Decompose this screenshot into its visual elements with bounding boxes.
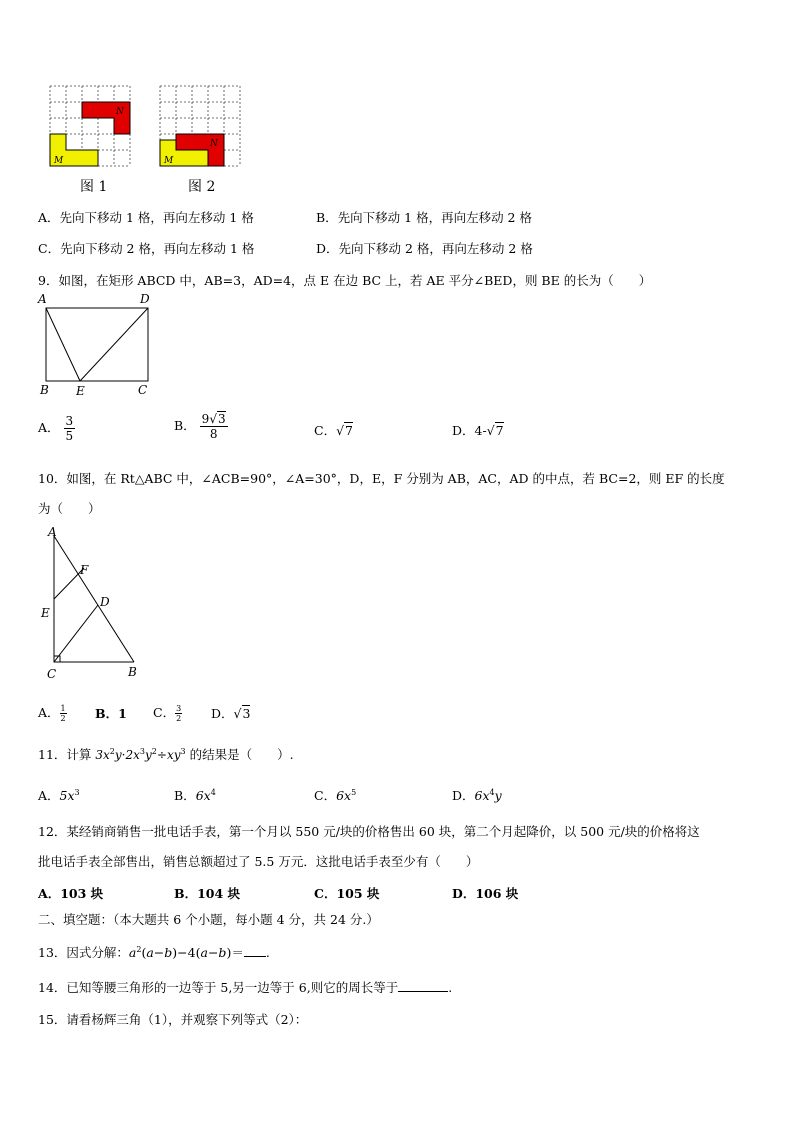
q9-option-a[interactable] xyxy=(38,414,75,443)
q9-label-d: D xyxy=(140,292,150,306)
q10-option-b[interactable]: B．1 xyxy=(95,706,127,721)
q9-option-b-numerator: 9√3 xyxy=(201,412,226,426)
q9-option-d-rad: 7 xyxy=(495,423,504,438)
q10-label-f: F xyxy=(80,563,89,577)
q10-option-a-frac xyxy=(60,704,67,723)
q10-option-c-frac xyxy=(175,704,182,723)
q8-fig2-label-m: M xyxy=(164,156,174,166)
q10-label-e: E xyxy=(41,606,50,620)
q11-option-c-label: C． xyxy=(314,788,337,803)
q10-option-a[interactable] xyxy=(38,703,67,723)
q10-label-d: D xyxy=(100,595,110,609)
section-2-heading: 二、填空题：（本大题共 6 个小题，每小题 4 分，共 24 分.） xyxy=(38,912,379,927)
q13-suffix: . xyxy=(265,945,270,960)
q8-figure-1 xyxy=(48,84,132,176)
q12-stem-line1: 12．某经销商销售一批电话手表，第一个月以 550 元/块的价格售出 60 块，第二个月起降价，以 500 元/块的价格将这 xyxy=(38,824,700,839)
q9-label-e: E xyxy=(76,384,85,398)
q14-stem xyxy=(38,978,452,996)
q10-option-c[interactable] xyxy=(153,703,182,723)
q14-text: 14．已知等腰三角形的一边等于 5,另一边等于 6,则它的周长等于 xyxy=(38,980,399,995)
q10-figure xyxy=(36,526,148,682)
q11-expression: $3x^2y\cdot 2x^3y^2\div xy^3$ xyxy=(95,747,186,762)
q10-label-c: C xyxy=(47,667,57,681)
q13-prefix: 13．因式分解： xyxy=(38,945,129,960)
q9-figure xyxy=(36,290,156,398)
q8-fig2-caption: 图 2 xyxy=(188,179,216,195)
q11-option-a[interactable]: A．$5x^3$ xyxy=(38,787,80,803)
q13-answer-blank[interactable] xyxy=(244,956,266,957)
q12-stem-line2: 批电话手表全部售出，销售总额超过了 5.5 万元．这批电话手表至少有（ ） xyxy=(38,854,479,869)
q10-label-b: B xyxy=(128,665,137,679)
q9-option-b-frac xyxy=(200,412,228,441)
q10-option-d-rad: 3 xyxy=(242,706,251,721)
q10-option-c-den: 2 xyxy=(176,714,182,723)
q10-stem-line2: 为（ ） xyxy=(38,501,101,516)
q11-option-b[interactable]: B．$6x^4$ xyxy=(174,787,216,803)
q8-option-c[interactable]: C．先向下移动 2 格，再向左移动 1 格 xyxy=(38,241,255,256)
q12-option-b[interactable]: B．104 块 xyxy=(174,886,241,901)
q11-stem-prefix: 11．计算 xyxy=(38,747,92,762)
q10-option-a-label: A． xyxy=(38,705,60,720)
q10-option-c-label: C． xyxy=(153,705,176,720)
q8-option-d[interactable]: D．先向下移动 2 格，再向左移动 2 格 xyxy=(316,241,533,256)
q11-option-d-label: D． xyxy=(452,788,475,803)
q11-stem xyxy=(38,745,294,763)
q9-option-d-label: D．4- xyxy=(452,423,487,438)
q9-option-b-den: 8 xyxy=(209,427,218,441)
q9-option-c-rad: 7 xyxy=(345,423,353,438)
q8-fig1-label-m: M xyxy=(54,156,64,166)
q11-option-d[interactable]: D．$6x^4y$ xyxy=(452,787,502,803)
q10-option-a-den: 2 xyxy=(60,714,66,723)
q8-figure-2 xyxy=(158,84,242,176)
q10-option-d[interactable]: D．√3 xyxy=(211,706,251,721)
q11-option-c[interactable]: C．$6x^5$ xyxy=(314,787,357,803)
q10-label-a: A xyxy=(48,526,57,539)
q8-option-b[interactable]: B．先向下移动 1 格，再向左移动 2 格 xyxy=(316,210,532,225)
q15-stem: 15．请看杨辉三角（1），并观察下列等式（2）： xyxy=(38,1012,308,1027)
q9-option-d[interactable]: D．4-√7 xyxy=(452,423,504,438)
q13-stem xyxy=(38,943,270,961)
q9-option-c-label: C． xyxy=(314,423,337,438)
q9-option-a-den: 5 xyxy=(65,429,74,443)
q9-stem: 9．如图，在矩形 ABCD 中，AB=3，AD=4，点 E 在边 BC 上，若 AE 平分∠BED，则 BE 的长为（ ） xyxy=(38,273,652,288)
q14-answer-blank[interactable] xyxy=(398,991,448,992)
q9-option-a-num: 3 xyxy=(65,414,74,428)
q12-option-c[interactable]: C．105 块 xyxy=(314,886,380,901)
q10-option-a-num: 1 xyxy=(60,704,66,713)
q12-option-d[interactable]: D．106 块 xyxy=(452,886,519,901)
q11-option-b-label: B． xyxy=(174,788,196,803)
q8-fig1-label-n: N xyxy=(116,107,124,117)
q10-stem-line1: 10．如图，在 Rt△ABC 中，∠ACB=90°，∠A=30°，D，E，F 分别为 AB，AC，AD 的中点，若 BC=2，则 EF 的长度 xyxy=(38,471,725,486)
q9-label-c: C xyxy=(138,383,148,397)
q10-option-c-num: 3 xyxy=(176,704,182,713)
q9-label-b: B xyxy=(40,383,49,397)
q9-option-b[interactable] xyxy=(174,412,228,441)
q8-fig1-caption: 图 1 xyxy=(80,179,108,195)
q9-option-b-rad: 3 xyxy=(217,412,226,426)
q9-option-b-coef: 9 xyxy=(201,412,210,426)
q12-option-a[interactable]: A．103 块 xyxy=(38,886,104,901)
q11-stem-suffix: 的结果是（ ）. xyxy=(189,747,294,762)
q9-label-a: A xyxy=(38,292,47,306)
q14-suffix: . xyxy=(448,980,453,995)
q9-option-a-label: A． xyxy=(38,420,60,435)
q10-option-d-label: D． xyxy=(211,706,234,721)
q8-option-a[interactable]: A．先向下移动 1 格，再向左移动 1 格 xyxy=(38,210,254,225)
q9-option-b-label: B． xyxy=(174,418,196,433)
q13-expression: $a^2(a-b)-4(a-b)=$ xyxy=(128,944,244,960)
q9-option-c[interactable]: C．√7 xyxy=(314,423,353,438)
q11-option-a-label: A． xyxy=(38,788,60,803)
q8-fig2-label-n: N xyxy=(210,139,218,149)
q9-option-a-frac xyxy=(64,414,76,443)
